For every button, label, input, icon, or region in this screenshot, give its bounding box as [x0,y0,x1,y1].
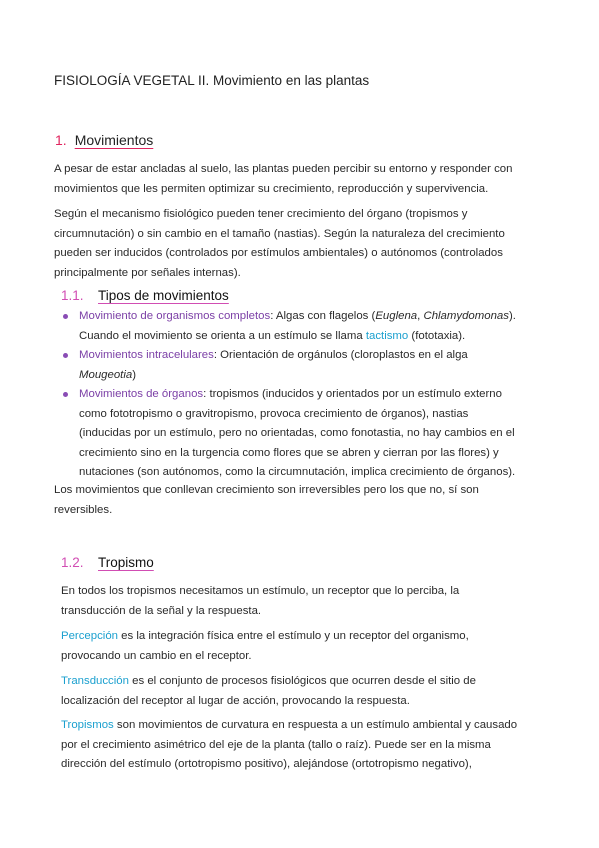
text-line: por el crecimiento asimétrico del eje de la planta (tallo o raíz). Puede ser en la misma [61,738,491,751]
term-highlight: Percepción [61,630,118,642]
text-line: Los movimientos que conllevan crecimiento son irreversibles pero los que no, sí son [54,484,479,496]
bullet-icon [63,314,68,319]
text-line: nutaciones (son autónomos, como la circumnutación, implica crecimiento de órganos). [79,466,516,478]
text-span: es el conjunto de procesos fisiológicos que ocurren desde el sitio de [128,675,476,687]
tropismos-paragraph [61,716,551,775]
text-span: : Algas con flagelos ( [270,310,376,322]
text-line: crecimiento sino en la turgencia como flores que se abren y cierran por las flores) y [79,446,499,459]
term-highlight: Movimientos intracelulares [79,349,214,361]
text-line: reversibles. [54,503,113,516]
mechanism-paragraph [54,205,544,283]
text-span: : Orientación de orgánulos (cloroplastos en el alga [213,349,468,361]
section-title: Movimientos [74,132,154,148]
list-item [61,307,546,346]
subsection-number: 1.2. [61,555,84,570]
list-item [61,385,546,483]
intro-paragraph [54,160,544,199]
movement-types-list [61,307,546,483]
text-span: es la integración física entre el estímulo y un receptor del organismo, [118,630,469,642]
tropism-intro-paragraph [61,582,551,621]
text-line: circumnutación) o sin cambio en el tamaño (nastias). Según la naturaleza del crecimiento [54,227,505,240]
species-name: Euglena [375,310,418,322]
text-line: provocando un cambio en el receptor. [61,649,252,662]
species-name: Mougeotia [79,368,133,381]
text-line: transducción de la señal y la respuesta. [61,604,262,617]
text-span: son movimientos de curvatura en respuesta a un estímulo ambiental y causado [113,719,518,731]
species-name: Chlamydomonas [423,310,509,322]
section-number: 1. [55,132,67,148]
text-line: (inducidas por un estímulo, pero no orientadas, como fonotastia, no hay cambios en el [79,427,515,439]
term-highlight: Movimiento de organismos completos [79,310,271,322]
text-span: Cuando el movimiento se orienta a un estímulo se llama [79,329,366,342]
text-span: , [417,310,424,322]
list-item [61,346,546,385]
text-line: A pesar de estar ancladas al suelo, las plantas pueden percibir su entorno y responder con [54,163,513,175]
term-highlight: Movimientos de órganos [79,388,204,400]
text-line: En todos los tropismos necesitamos un estímulo, un receptor que lo perciba, la [61,585,460,597]
text-span: (fototaxia). [408,329,466,342]
term-highlight: Transducción [61,675,129,687]
subsection-title: Tropismo [98,555,154,570]
text-line: como fototropismo o gravitropismo, provoca crecimiento de órganos), nastias [79,407,469,420]
subsection-number: 1.1. [61,288,84,303]
text-line: movimientos que les permiten optimizar su crecimiento, reproducción y supervivencia. [54,182,489,195]
transduccion-paragraph [61,672,551,711]
bullet-icon [63,353,68,358]
text-span: ) [132,368,136,381]
text-line: dirección del estímulo (ortotropismo positivo), alejándose (ortotropismo negativo), [61,758,472,770]
text-span: ). [508,310,516,322]
reversibility-paragraph [54,481,544,520]
subsection-title: Tipos de movimientos [98,288,229,303]
text-line: Según el mecanismo fisiológico pueden tener crecimiento del órgano (tropismos y [54,208,468,220]
bullet-icon [63,392,68,397]
text-span: : tropismos (inducidos y orientados por un estímulo externo [203,388,502,400]
document-title: FISIOLOGÍA VEGETAL II. Movimiento en las plantas [54,73,370,88]
subsection-heading-tropismo [61,555,154,570]
percepcion-paragraph [61,627,551,666]
subsection-heading-tipos [61,288,229,303]
term-highlight: tactismo [365,329,409,342]
text-line: principalmente por señales internas). [54,266,241,279]
section-heading-movimientos [55,132,153,148]
text-line: pueden ser inducidos (controlados por estímulos ambientales) o autónomos (controlados [54,247,503,259]
term-highlight: Tropismos [61,719,114,731]
text-line: localización del receptor al lugar de acción, provocando la respuesta. [61,694,410,707]
